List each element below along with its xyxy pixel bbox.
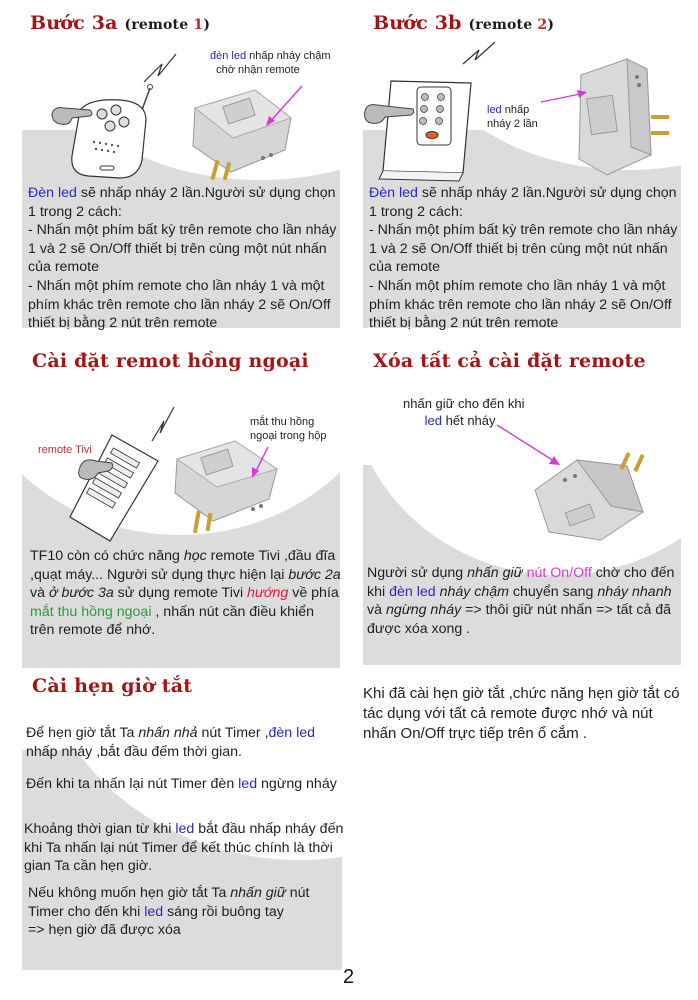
keyfob-remote-illustration [50,80,160,180]
arrow-icon [539,88,589,108]
reset-description: Người sử dụng nhấn giữ nút On/Off chờ cho đến khi đèn led nháy chậm chuyển sang nháy nhanh và ngừng nháy => thôi giữ nút nhấn => tất cả đã được xóa xong . [367,565,675,637]
led-callout: led nhấp nháy 2 lần [487,104,538,130]
socket-device-illustration [527,450,657,540]
section-infrared-setup [0,335,349,670]
section-title: Cài đặt remot hồng ngoại [32,350,309,372]
section-title: Bước 3a (remote 1) [30,12,211,34]
timer-step-2: Đến khi ta nhấn lại nút Timer đèn led ngừng nháy [26,776,337,792]
timer-note: Khi đã cài hẹn giờ tắt ,chức năng hẹn giờ tắt có tác dụng với tất cả remote được nhớ và nút nhấn On/Off trực tiếp trên ổ cắm . [363,685,680,742]
step-3a-description: Đèn led sẽ nhấp nháy 2 lần.Người sử dụng chọn 1 trong 2 cách: - Nhấn một phím bất kỳ trên remote cho lần nháy 1 và 2 sẽ On/Off thiết bị trên cùng một nút nhấn của remote - Nhấn một phím remote cho lần nháy 1 và một phím khác trên remote cho lần nháy 2 sẽ On/Off thiết bị bằng 2 nút trên remote [28,185,337,332]
page-number: 2 [343,966,355,988]
infrared-description: TF10 còn có chức năng học remote Tivi ,đầu đĩa ,quạt máy... Người sử dụng thực hiện lại bước 2a và ở bước 3a sử dụng remote Tivi hướng về phía mắt thu hồng ngoại , nhấn nút cần điều khiển trên remote để nhớ. [30,548,341,639]
socket-device-illustration [567,55,662,185]
section-timer [0,670,349,970]
section-reset-remotes [349,335,698,670]
led-callout: đèn led nhấp nháy chậm chờ nhận remote [210,50,331,76]
remote-2-illustration [359,75,474,185]
section-title: Bước 3b (remote 2) [373,12,555,34]
timer-cancel: Nếu không muốn hẹn giờ tắt Ta nhấn giữ nút Timer cho đến khi led sáng rồi buông tay => hẹn giờ đã được xóa [28,885,310,939]
section-step-3b [349,0,698,335]
remote-tv-callout: remote Tivi [38,444,92,456]
section-title: Cài hẹn giờ tắt [32,675,193,697]
signal-icon [459,38,499,68]
timer-step-1: Để hẹn giờ tắt Ta nhấn nhả nút Timer ,đèn led nhấp nháy ,bắt đầu đếm thời gian. [26,725,316,760]
ir-receiver-callout: mắt thu hồng ngoại trong hộp [250,416,327,442]
section-title: Xóa tất cả cài đặt remote [373,350,646,372]
arrow-icon [248,445,272,479]
timer-step-3: Khoảng thời gian từ khi led bắt đầu nhấp nháy đến khi Ta nhấn lại nút Timer để kết thúc chính là thời gian Ta cần hẹn giờ. [24,821,344,875]
step-3b-description: Đèn led sẽ nhấp nháy 2 lần.Người sử dụng chọn 1 trong 2 cách: - Nhấn một phím bất kỳ trên remote cho lần nháy 1 và 2 sẽ On/Off thiết bị trên cùng một nút nhấn của remote - Nhấn một phím remote cho lần nháy 1 và một phím khác trên remote cho lần nháy 2 sẽ On/Off thiết bị bằng 2 nút trên remote [369,185,678,332]
section-step-3a [0,0,349,335]
hold-callout: nhấn giữ cho đến khi led hết nháy [403,396,525,428]
arrow-icon [260,84,305,129]
